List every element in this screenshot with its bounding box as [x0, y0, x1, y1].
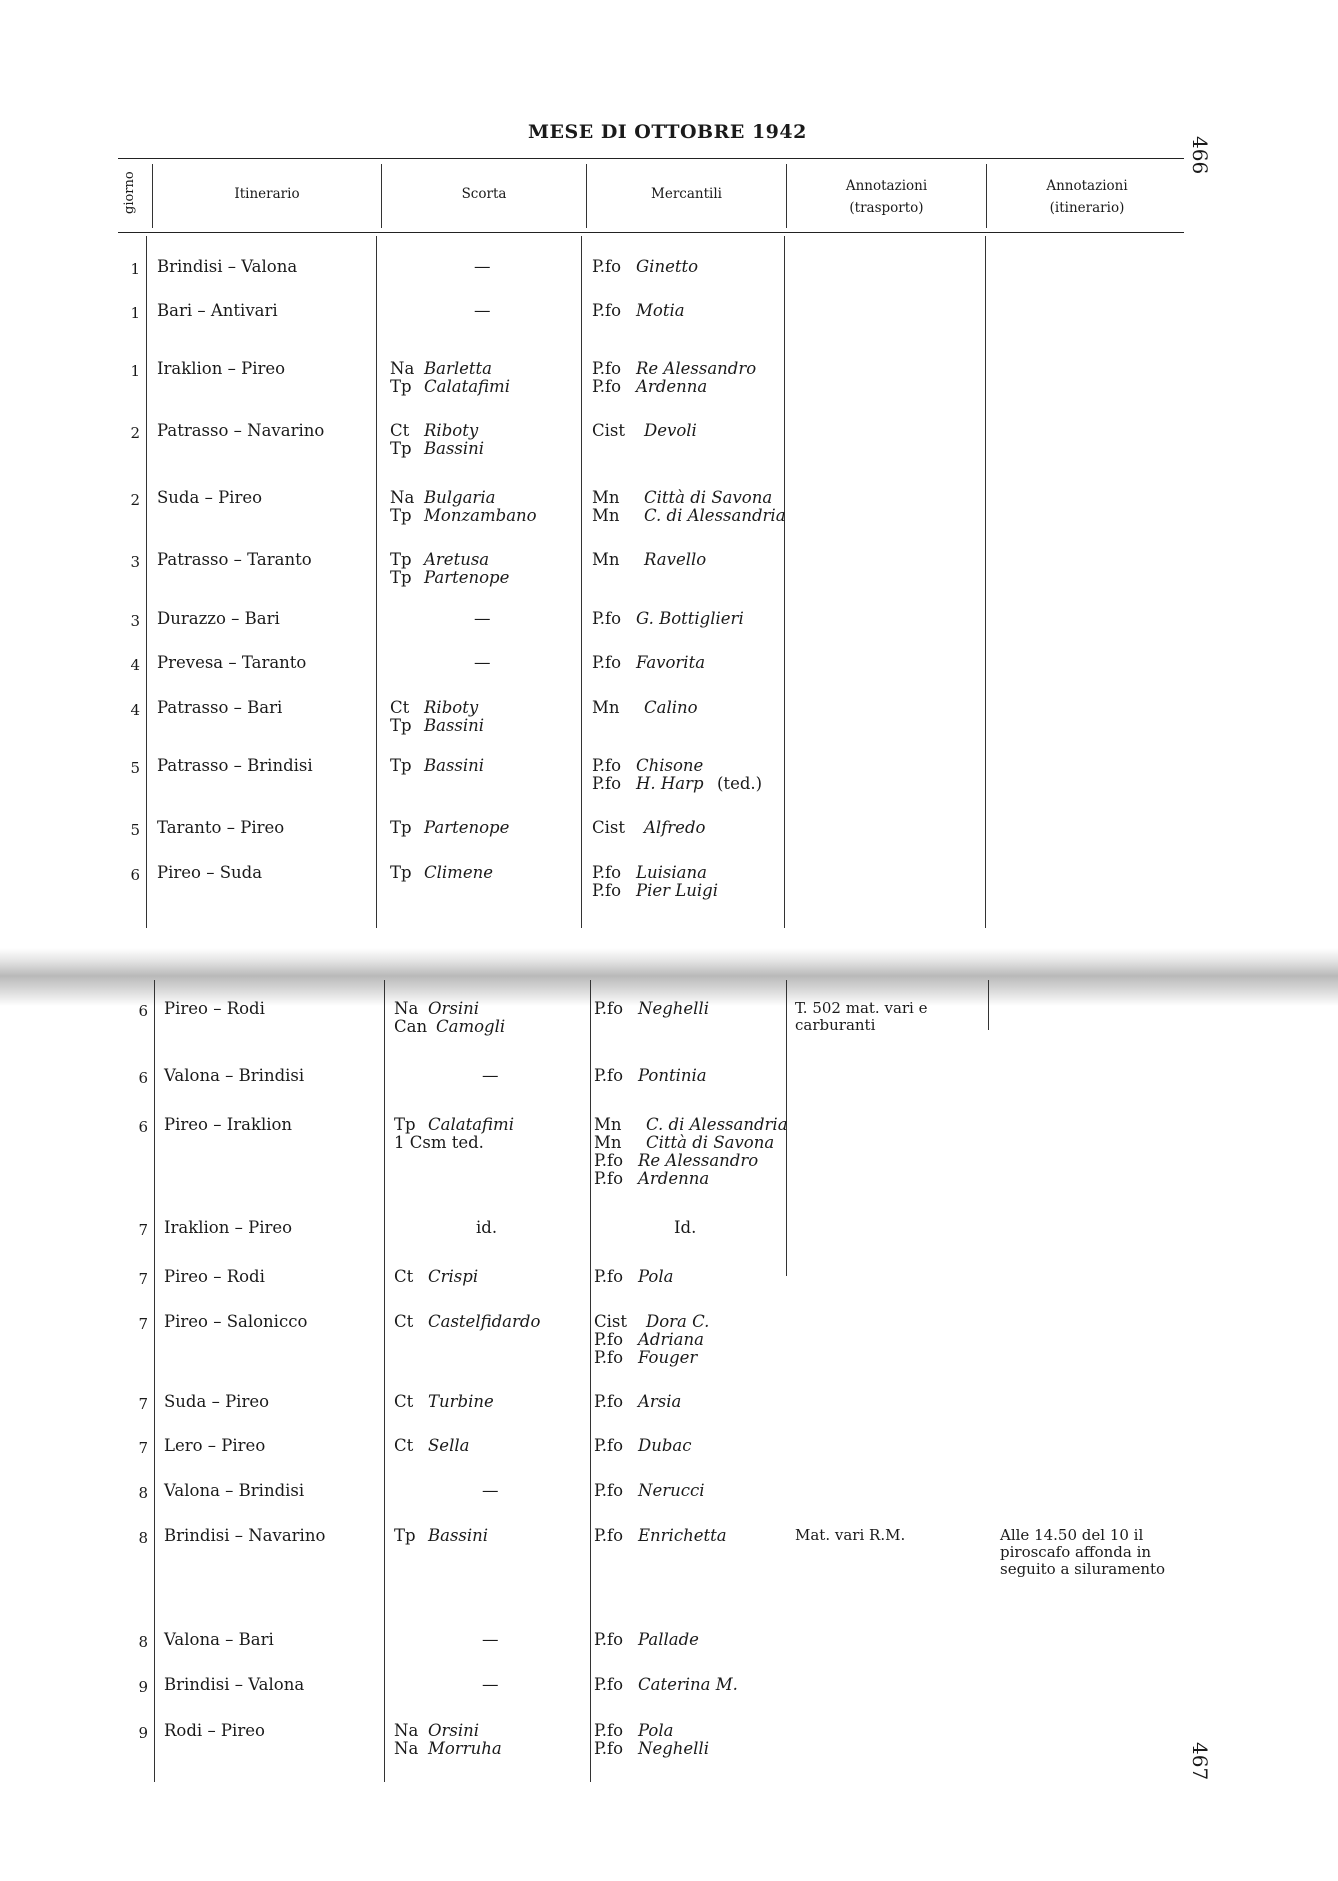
row-route: Pireo – Rodi: [164, 999, 265, 1018]
escort-type: Tp: [390, 506, 412, 525]
escort-none: —: [482, 1630, 499, 1649]
escort-name: Monzambano: [424, 506, 537, 525]
ship-name: Ginetto: [636, 257, 699, 276]
annotazioni-label: Annotazioni: [1046, 178, 1128, 194]
ship-name: Ardenna: [636, 377, 708, 396]
ship-name: Motia: [636, 301, 685, 320]
escort-type: Tp: [394, 1526, 416, 1545]
escort-line: id.: [476, 1218, 498, 1237]
ship-name: Favorita: [636, 653, 706, 672]
page-title: MESE DI OTTOBRE 1942: [528, 121, 807, 143]
ship-type: P.fo: [594, 1630, 624, 1649]
escort-type: Tp: [390, 568, 412, 587]
trasporto-label: (trasporto): [849, 200, 924, 216]
row-day: 6: [138, 1002, 148, 1020]
ship-name: Fouger: [638, 1348, 698, 1367]
ship-name: Pontinia: [638, 1066, 707, 1085]
escort-type: Tp: [390, 863, 412, 882]
ship-type: P.fo: [592, 653, 622, 672]
column-header-annotazioni-itinerario: [987, 175, 1187, 219]
escort-type: Na: [390, 359, 415, 378]
ship-name: Arsia: [638, 1392, 682, 1411]
row-day: 6: [138, 1069, 148, 1087]
header-bottom-rule: [118, 232, 1184, 233]
row-route: Lero – Pireo: [164, 1436, 266, 1455]
escort-none: —: [482, 1066, 499, 1085]
ship-type: P.fo: [592, 863, 622, 882]
escort-type: Can: [394, 1017, 428, 1036]
ship-type: P.fo: [594, 1675, 624, 1694]
column-header-itinerario: Itinerario: [234, 186, 300, 202]
row-route: Iraklion – Pireo: [157, 359, 286, 378]
escort-type: Ct: [394, 1436, 414, 1455]
ship-type: Mn: [592, 488, 620, 507]
ship-type: Mn: [592, 550, 620, 569]
ship-type: P.fo: [594, 1348, 624, 1367]
row-day: 2: [130, 424, 140, 442]
ship-name: Chisone: [636, 756, 704, 775]
escort-name: Camogli: [436, 1017, 506, 1036]
ship-type: P.fo: [592, 609, 622, 628]
escort-type: Tp: [390, 377, 412, 396]
row-route: Rodi – Pireo: [164, 1721, 265, 1740]
ship-name: Ravello: [644, 550, 707, 569]
column-rule: [384, 980, 385, 1782]
row-day: 1: [130, 362, 140, 380]
annotazioni-label: Annotazioni: [845, 178, 928, 194]
ship-type: Cist: [594, 1312, 627, 1331]
escort-type: Na: [394, 1739, 419, 1758]
escort-type: Tp: [394, 1115, 416, 1134]
escort-name: Bassini: [428, 1526, 489, 1545]
escort-name: Barletta: [424, 359, 492, 378]
escort-name: Partenope: [424, 568, 510, 587]
ship-type: P.fo: [594, 1526, 624, 1545]
escort-name: Aretusa: [424, 550, 490, 569]
escort-name: Partenope: [424, 818, 510, 837]
ship-type: Cist: [592, 421, 625, 440]
row-route: Pireo – Iraklion: [164, 1115, 293, 1134]
row-day: 2: [130, 491, 140, 509]
ship-name: Pallade: [638, 1630, 699, 1649]
escort-name: Bassini: [424, 756, 485, 775]
escort-type: Ct: [394, 1312, 414, 1331]
ship-name: Pola: [638, 1267, 674, 1286]
column-rule: [154, 980, 155, 1782]
ship-name: H. Harp: [636, 774, 704, 793]
ship-type: P.fo: [594, 1739, 624, 1758]
row-day: 9: [138, 1724, 148, 1742]
row-route: Taranto – Pireo: [157, 818, 285, 837]
ship-flag: (ted.): [717, 774, 763, 793]
annotation-trasporto: T. 502 mat. vari e carburanti: [795, 999, 928, 1034]
escort-type: Tp: [390, 716, 412, 735]
escort-type: Ct: [394, 1267, 414, 1286]
page-number-top: 466: [1188, 136, 1212, 175]
escort-line: 1 Csm ted.: [394, 1133, 484, 1152]
ship-type: Mn: [594, 1115, 622, 1134]
ship-type: Cist: [592, 818, 625, 837]
escort-name: Orsini: [428, 999, 480, 1018]
row-route: Prevesa – Taranto: [157, 653, 307, 672]
row-route: Brindisi – Valona: [157, 257, 298, 276]
escort-type: Tp: [390, 439, 412, 458]
row-day: 7: [138, 1395, 148, 1413]
ship-type: Mn: [592, 698, 620, 717]
escort-name: Turbine: [428, 1392, 494, 1411]
row-route: Pireo – Suda: [157, 863, 263, 882]
escort-type: Na: [390, 488, 415, 507]
escort-name: Calatafimi: [428, 1115, 514, 1134]
ship-name: Pola: [638, 1721, 674, 1740]
row-day: 6: [130, 866, 140, 884]
ship-name: Dubac: [638, 1436, 692, 1455]
page-number-bottom: 467: [1188, 1742, 1212, 1781]
escort-none: —: [474, 301, 491, 320]
ship-name: Alfredo: [644, 818, 706, 837]
ship-name: Pier Luigi: [636, 881, 718, 900]
escort-name: Riboty: [424, 421, 479, 440]
column-rule: [376, 236, 377, 928]
row-route: Suda – Pireo: [164, 1392, 270, 1411]
row-day: 7: [138, 1221, 148, 1239]
ship-type: P.fo: [592, 301, 622, 320]
row-route: Patrasso – Brindisi: [157, 756, 313, 775]
column-header-annotazioni-trasporto: [787, 175, 986, 219]
ship-type: P.fo: [594, 1481, 624, 1500]
ship-name: Re Alessandro: [638, 1151, 759, 1170]
header-top-rule: [118, 158, 1184, 159]
row-route: Patrasso – Taranto: [157, 550, 312, 569]
escort-name: Calatafimi: [424, 377, 510, 396]
ship-type: P.fo: [592, 257, 622, 276]
ship-name: C. di Alessandria: [644, 506, 786, 525]
row-route: Valona – Bari: [164, 1630, 274, 1649]
row-route: Iraklion – Pireo: [164, 1218, 293, 1237]
escort-type: Tp: [390, 818, 412, 837]
row-day: 1: [130, 304, 140, 322]
ship-type: P.fo: [594, 1066, 624, 1085]
ship-name: Re Alessandro: [636, 359, 757, 378]
row-day: 3: [130, 553, 140, 571]
ship-type: P.fo: [594, 1330, 624, 1349]
escort-name: Orsini: [428, 1721, 480, 1740]
ship-name: Devoli: [644, 421, 697, 440]
escort-type: Na: [394, 999, 419, 1018]
escort-name: Riboty: [424, 698, 479, 717]
escort-type: Ct: [390, 698, 410, 717]
row-day: 7: [138, 1315, 148, 1333]
ship-type: P.fo: [594, 1151, 624, 1170]
ship-type: P.fo: [592, 881, 622, 900]
escort-name: Sella: [428, 1436, 470, 1455]
row-route: Valona – Brindisi: [164, 1481, 305, 1500]
escort-none: —: [474, 257, 491, 276]
ship-name: Città di Savona: [646, 1133, 775, 1152]
ship-type: Mn: [594, 1133, 622, 1152]
column-rule: [784, 236, 785, 928]
escort-none: —: [474, 653, 491, 672]
column-rule: [985, 236, 986, 928]
ship-name: Neghelli: [638, 999, 709, 1018]
row-route: Patrasso – Navarino: [157, 421, 325, 440]
column-rule: [988, 980, 989, 1030]
escort-type: Ct: [390, 421, 410, 440]
ship-type: P.fo: [592, 756, 622, 775]
row-day: 6: [138, 1118, 148, 1136]
row-route: Brindisi – Navarino: [164, 1526, 326, 1545]
column-rule: [590, 980, 591, 1782]
annotation-trasporto: Mat. vari R.M.: [795, 1526, 906, 1544]
ship-name: Ardenna: [638, 1169, 710, 1188]
ship-type: P.fo: [594, 1267, 624, 1286]
escort-type: Na: [394, 1721, 419, 1740]
ship-name: Neghelli: [638, 1739, 709, 1758]
escort-none: —: [474, 609, 491, 628]
row-day: 8: [138, 1529, 148, 1547]
row-day: 8: [138, 1484, 148, 1502]
escort-name: Crispi: [428, 1267, 479, 1286]
ship-name: Luisiana: [636, 863, 707, 882]
column-rule: [581, 236, 582, 928]
ship-type: P.fo: [594, 1721, 624, 1740]
ship-line: Id.: [674, 1218, 697, 1237]
ship-type: P.fo: [594, 999, 624, 1018]
column-header-giorno: giorno: [122, 171, 137, 214]
ship-name: Calino: [644, 698, 698, 717]
escort-type: Tp: [390, 756, 412, 775]
ship-type: Mn: [592, 506, 620, 525]
escort-name: Bulgaria: [424, 488, 496, 507]
row-day: 4: [130, 656, 140, 674]
ship-name: G. Bottiglieri: [636, 609, 744, 628]
ship-name: C. di Alessandria: [646, 1115, 788, 1134]
row-day: 3: [130, 612, 140, 630]
itinerario-label: (itinerario): [1049, 200, 1125, 216]
ship-type: P.fo: [594, 1169, 624, 1188]
row-day: 7: [138, 1439, 148, 1457]
column-rule: [146, 236, 147, 928]
row-day: 8: [138, 1633, 148, 1651]
escort-none: —: [482, 1675, 499, 1694]
escort-none: —: [482, 1481, 499, 1500]
ship-name: Città di Savona: [644, 488, 773, 507]
row-route: Pireo – Salonicco: [164, 1312, 308, 1331]
row-day: 7: [138, 1270, 148, 1288]
row-day: 9: [138, 1678, 148, 1696]
ship-type: P.fo: [594, 1392, 624, 1411]
escort-name: Climene: [424, 863, 493, 882]
row-route: Patrasso – Bari: [157, 698, 283, 717]
ship-name: Adriana: [638, 1330, 704, 1349]
ship-name: Dora C.: [646, 1312, 710, 1331]
row-day: 5: [130, 759, 140, 777]
ship-name: Enrichetta: [638, 1526, 727, 1545]
row-route: Valona – Brindisi: [164, 1066, 305, 1085]
escort-name: Bassini: [424, 439, 485, 458]
ship-type: P.fo: [592, 359, 622, 378]
row-day: 5: [130, 821, 140, 839]
row-day: 1: [130, 260, 140, 278]
row-route: Durazzo – Bari: [157, 609, 280, 628]
row-route: Suda – Pireo: [157, 488, 263, 507]
annotation-itinerario: Alle 14.50 del 10 il piroscafo affonda in seguito a siluramento: [1000, 1526, 1166, 1578]
ship-name: Nerucci: [638, 1481, 705, 1500]
row-route: Bari – Antivari: [157, 301, 278, 320]
row-day: 4: [130, 701, 140, 719]
ship-type: P.fo: [592, 774, 622, 793]
escort-type: Tp: [390, 550, 412, 569]
column-header-mercantili: Mercantili: [651, 186, 722, 202]
ship-type: P.fo: [592, 377, 622, 396]
escort-name: Morruha: [428, 1739, 502, 1758]
row-route: Brindisi – Valona: [164, 1675, 305, 1694]
escort-name: Castelfidardo: [428, 1312, 541, 1331]
escort-type: Ct: [394, 1392, 414, 1411]
ship-name: Caterina M.: [638, 1675, 738, 1694]
scan-fold-shadow: [0, 948, 1338, 1006]
column-header-scorta: Scorta: [461, 186, 507, 202]
row-route: Pireo – Rodi: [164, 1267, 265, 1286]
ship-type: P.fo: [594, 1436, 624, 1455]
escort-name: Bassini: [424, 716, 485, 735]
